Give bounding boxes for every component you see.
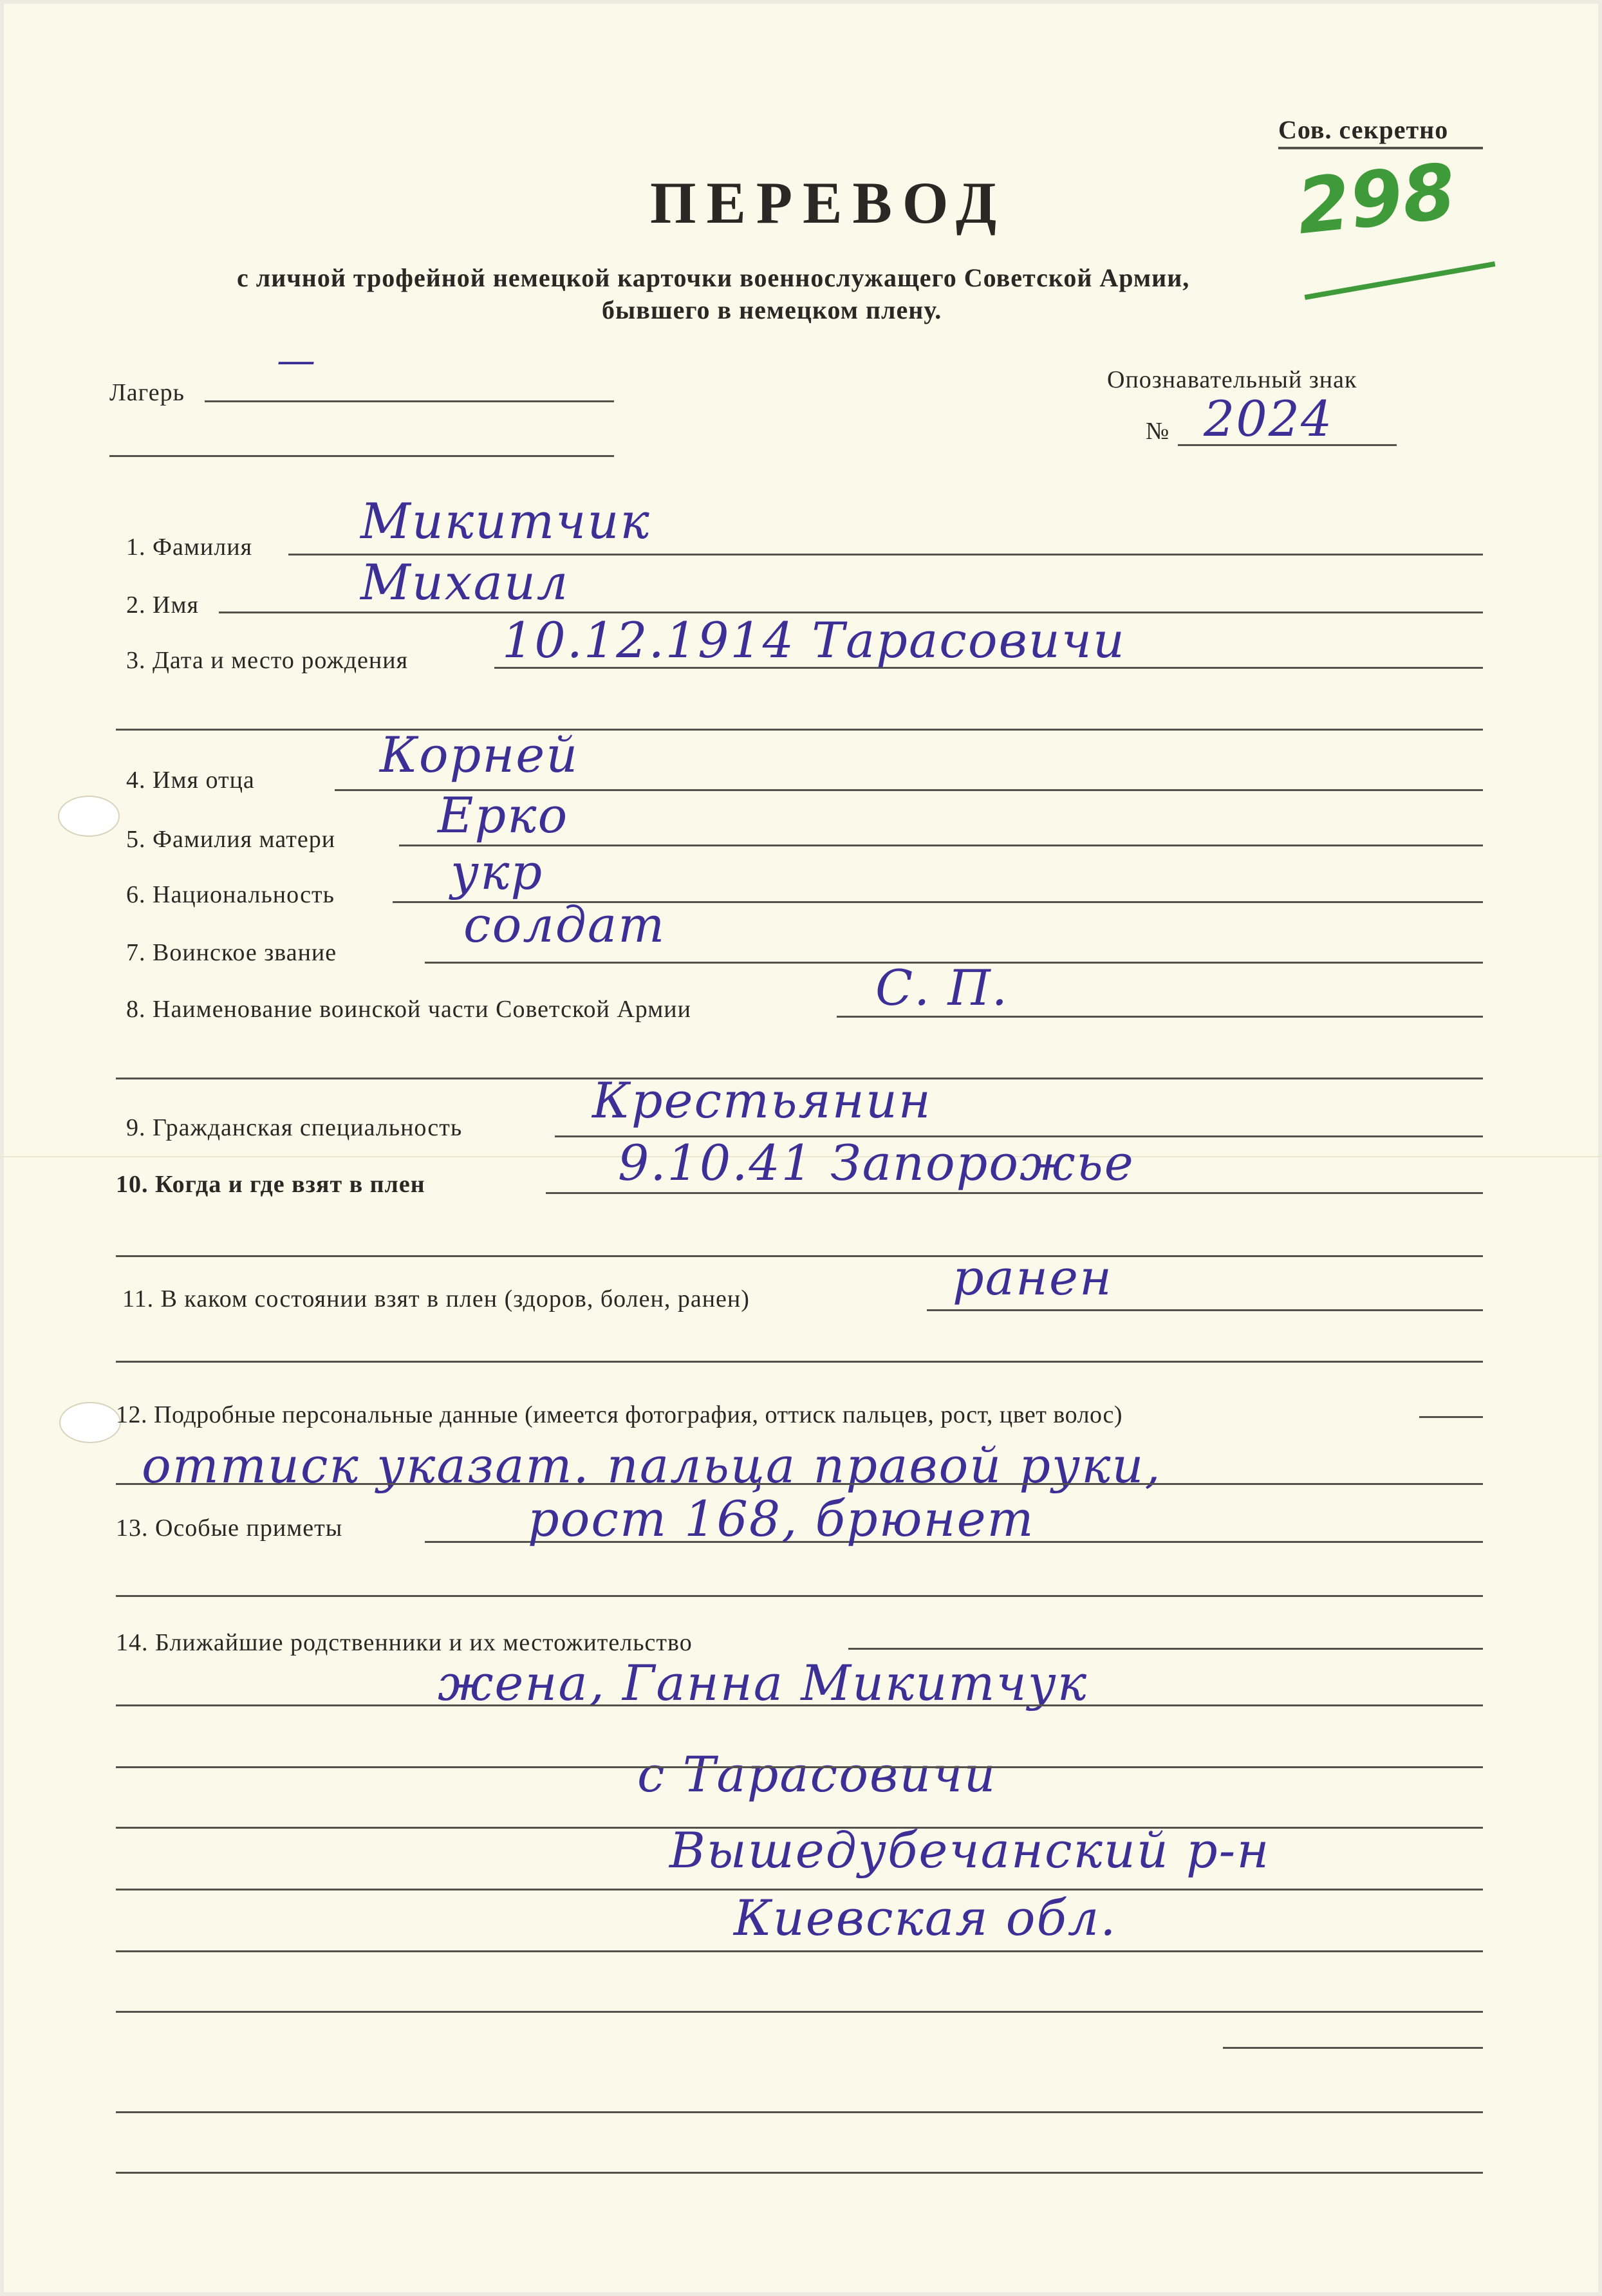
camp-value: —: [277, 338, 317, 383]
id-tag-label: Опознавательный знак: [1107, 366, 1357, 393]
subtitle-line-1: с личной трофейной немецкой карточки военнослужащего Советской Армии,: [237, 263, 1190, 292]
field-14-value-3: Вышедубечанский р-н: [669, 1822, 1271, 1879]
archive-number: 298: [1292, 146, 1460, 252]
field-12-value: оттиск указат. пальца правой руки,: [142, 1437, 1162, 1494]
field-10-line: [546, 1192, 1483, 1194]
field-13-label: 13. Особые приметы: [116, 1515, 343, 1542]
field-4-value: Корней: [380, 726, 579, 783]
field-9-label: 9. Гражданская специальность: [126, 1114, 463, 1141]
camp-label: Лагерь: [109, 379, 185, 406]
field-11-line: [927, 1309, 1483, 1311]
field-7-value: солдат: [463, 896, 666, 953]
field-11-value: ранен: [953, 1249, 1113, 1306]
secrecy-stamp: Сов. секретно: [1278, 115, 1449, 144]
field-14-value-1: жена, Ганна Микитчук: [438, 1654, 1088, 1712]
punch-hole-lower: [59, 1402, 121, 1443]
field-8-label: 8. Наименование воинской части Советской Армии: [126, 996, 691, 1023]
field-5-label: 5. Фамилия матери: [126, 826, 336, 853]
field-12-line: [1419, 1416, 1483, 1418]
field-2-label: 2. Имя: [126, 592, 199, 619]
field-12-label: 12. Подробные персональные данные (имеется фотография, оттиск пальцев, рост, цвет волос): [116, 1401, 1122, 1428]
field-14-line-10: [116, 2172, 1483, 2174]
field-2-value: Михаил: [360, 554, 570, 611]
field-10-label: 10. Когда и где взят в плен: [116, 1171, 425, 1198]
field-3-line-2: [116, 729, 1483, 731]
archive-number-underline: [1305, 261, 1496, 300]
field-14-value-4: Киевская обл.: [734, 1889, 1117, 1946]
field-10-value: 9.10.41 Запорожье: [618, 1134, 1135, 1191]
field-14-label: 14. Ближайшие родственники и их местожительство: [116, 1629, 693, 1656]
field-5-line: [399, 845, 1483, 846]
subtitle-line-2: бывшего в немецком плену.: [602, 295, 942, 324]
field-8-value: С. П.: [875, 959, 1009, 1016]
field-14-line-7: [116, 2011, 1483, 2013]
field-3-label: 3. Дата и место рождения: [126, 647, 409, 674]
id-tag-value: 2024: [1204, 390, 1334, 447]
field-9-value: Крестьянин: [592, 1072, 932, 1129]
field-14-line-8: [1223, 2047, 1483, 2049]
field-13-line-2: [116, 1595, 1483, 1597]
field-4-label: 4. Имя отца: [126, 767, 255, 794]
field-11-label: 11. В каком состоянии взят в плен (здоров, болен, ранен): [122, 1285, 750, 1312]
field-1-label: 1. Фамилия: [126, 534, 253, 561]
field-14-line-4: [116, 1827, 1483, 1829]
field-6-value: укр: [451, 843, 544, 901]
field-5-value: Ерко: [438, 787, 569, 844]
field-14-line-9: [116, 2111, 1483, 2113]
field-7-label: 7. Воинское звание: [126, 939, 337, 966]
field-14-line-6: [116, 1950, 1483, 1952]
field-6-label: 6. Национальность: [126, 881, 335, 908]
camp-line-2: [109, 455, 614, 457]
field-10-line-2: [116, 1255, 1483, 1257]
field-14-line-5: [116, 1889, 1483, 1890]
field-14-value-2: с Тарасовичи: [637, 1746, 997, 1803]
field-13-value: рост 168, брюнет: [528, 1490, 1035, 1547]
punch-hole-upper: [58, 796, 120, 837]
camp-line: [205, 400, 614, 402]
field-14-line: [848, 1648, 1483, 1650]
field-1-value: Микитчик: [360, 492, 651, 550]
page-title: ПЕРЕВОД: [650, 170, 1007, 236]
field-14-line-3: [116, 1766, 1483, 1768]
field-12-line-2: [116, 1483, 1483, 1485]
field-14-line-2: [116, 1704, 1483, 1706]
secrecy-underline: [1278, 147, 1483, 149]
field-3-value: 10.12.1914 Тарасовичи: [502, 611, 1126, 669]
field-11-line-2: [116, 1361, 1483, 1363]
id-tag-number-label: №: [1146, 418, 1170, 445]
